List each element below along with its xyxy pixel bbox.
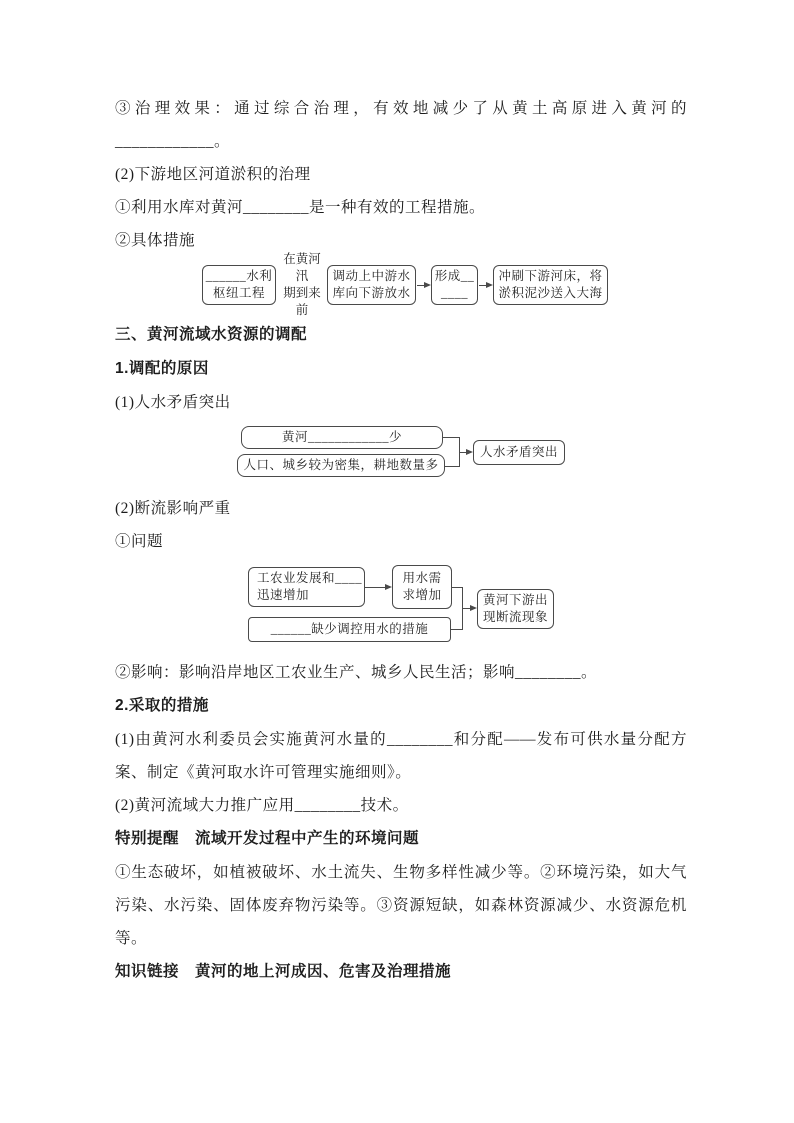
para-conflict: (1)人水矛盾突出 <box>115 394 231 411</box>
flow-box-scour-riverbed: 冲刷下游河床，将 淤积泥沙送入大海 <box>493 265 608 305</box>
para-downstream-silting: (2)下游地区河道淤积的治理 <box>115 166 311 183</box>
arrow-right-icon <box>459 452 471 453</box>
arrow-right-icon <box>462 608 475 609</box>
flow-box-form-blank: 形成__ ____ <box>431 265 478 305</box>
flow-box-water-project: ______水利 枢纽工程 <box>202 265 276 305</box>
flow-box-cutoff-result: 黄河下游出 现断流现象 <box>477 589 554 629</box>
para-cutoff: (2)断流影响严重 <box>115 500 231 517</box>
knowledge-link-label: 知识链接 <box>115 963 180 980</box>
flow-box-lack-regulation: ______缺少调控用水的措施 <box>248 617 451 642</box>
heading-actions: 2.采取的措施 <box>115 697 209 714</box>
para-environment-problems: ①生态破坏，如植被破坏、水土流失、生物多样性减少等。②环境污染，如大气污染、水污染、固体废弃物污染等。③资源短缺，如森林资源减少、水资源危机等。 <box>115 864 687 947</box>
flow-box-industry-growth: 工农业发展和____ 迅速增加 <box>248 567 365 607</box>
arrow-right-icon <box>479 285 491 286</box>
heading-section3: 三、黄河流域水资源的调配 <box>115 326 308 343</box>
flow-diagram-cutoff-causes <box>248 564 554 644</box>
heading-reason: 1.调配的原因 <box>115 360 209 377</box>
flow-box-population-dense: 人口、城乡较为密集，耕地数量多 <box>237 454 445 477</box>
flow-box-conflict-result: 人水矛盾突出 <box>473 440 565 465</box>
flow-box-release-water: 调动上中游水 库向下游放水 <box>327 265 416 305</box>
para-specific-measures-label: ②具体措施 <box>115 232 196 249</box>
connector-line <box>443 437 460 438</box>
para-treatment-effect: ③治理效果：通过综合治理，有效地减少了从黄土高原进入黄河的____________。 <box>115 100 687 150</box>
para-problem: ①问题 <box>115 533 164 550</box>
para-impact: ②影响：影响沿岸地区工农业生产、城乡人民生活；影响________。 <box>115 664 598 681</box>
para-action-allocation: (1)由黄河水利委员会实施黄河水量的________和分配——发布可供水量分配方案、制定《黄河取水许可管理实施细则》。 <box>115 731 687 781</box>
special-reminder-text: 流域开发过程中产生的环境问题 <box>195 830 420 847</box>
flow-label-before-flood: 在黄河汛 期到来前 <box>283 252 321 317</box>
flow-box-river-water-scarce: 黄河____________少 <box>241 426 443 449</box>
arrow-right-icon <box>365 587 390 588</box>
knowledge-link-row <box>115 955 687 989</box>
document-content <box>115 92 687 989</box>
flow-diagram-water-conflict <box>237 426 567 480</box>
para-action-technology: (2)黄河流域大力推广应用________技术。 <box>115 797 409 814</box>
connector-line <box>445 466 460 467</box>
para-reservoir-measure: ①利用水库对黄河________是一种有效的工程措施。 <box>115 199 486 216</box>
flow-diagram-reservoir-release <box>202 252 608 317</box>
special-reminder-row <box>115 822 687 856</box>
arrow-right-icon <box>417 285 429 286</box>
knowledge-link-text: 黄河的地上河成因、危害及治理措施 <box>195 963 452 980</box>
flow-box-water-demand: 用水需 求增加 <box>392 565 452 609</box>
special-reminder-label: 特别提醒 <box>115 830 180 847</box>
